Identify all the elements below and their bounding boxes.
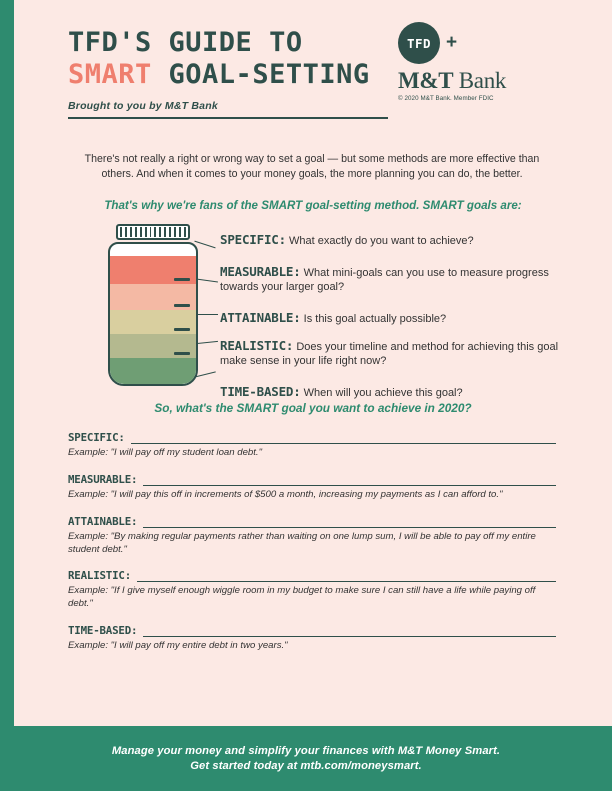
intro-paragraph: There's not really a right or wrong way to set a goal — but some methods are more effective than others. And when it comes to your money goals, the more planning you can do, the better. (84, 153, 540, 181)
brought-to-you-by: Brought to you by M&T Bank (68, 100, 218, 113)
header (14, 0, 612, 146)
jar-lid-ridges (120, 227, 186, 237)
smart-diagram-section (14, 222, 612, 397)
field-row-attainable (68, 515, 556, 528)
definition-text-attainable: Is this goal actually possible? (300, 312, 447, 325)
definition-term-specific: SPECIFIC: (220, 231, 286, 247)
mt-bank-logo (398, 68, 588, 94)
definition-text-realistic: Does your timeline and method for achieving this goal make sense in your life right now? (220, 340, 559, 368)
title-smart-word: SMART (68, 59, 152, 91)
footer-line-1: Manage your money and simplify your finances with M&T Money Smart. (111, 745, 501, 757)
definition-attainable (220, 310, 580, 326)
field-label-time-based: TIME-BASED: (68, 624, 138, 638)
mt-bank-word: Bank (453, 68, 507, 93)
definition-term-realistic: REALISTIC: (220, 337, 294, 353)
tfd-logo-icon: TFD (398, 22, 440, 64)
field-realistic (68, 569, 556, 611)
field-example-specific: Example: "I will pay off my student loan debt." (68, 446, 262, 458)
page-title-line-1: TFD'S GUIDE TO (68, 27, 303, 58)
field-example-realistic: Example: "If I give myself enough wiggle room in my budget to make sure I can still have a life while paying off debt." (68, 585, 536, 610)
field-row-realistic (68, 569, 556, 582)
field-attainable (68, 515, 556, 557)
definition-term-time-based: TIME-BASED: (220, 383, 301, 399)
definition-term-measurable: MEASURABLE: (220, 263, 301, 279)
field-input-measurable[interactable] (143, 474, 556, 486)
field-specific (68, 431, 556, 460)
title-divider (68, 117, 388, 119)
page-content (14, 0, 612, 791)
definition-term-attainable: ATTAINABLE: (220, 309, 301, 325)
field-input-specific[interactable] (131, 432, 556, 444)
plus-icon: + (446, 31, 458, 53)
field-label-specific: SPECIFIC: (68, 430, 125, 444)
field-input-attainable[interactable] (143, 516, 556, 528)
page-title-line-2 (68, 60, 448, 90)
copyright-line: © 2020 M&T Bank. Member FDIC (398, 95, 494, 102)
field-label-attainable: ATTAINABLE: (68, 514, 138, 528)
definition-measurable (220, 264, 580, 295)
logo-row (398, 22, 588, 64)
field-label-realistic: REALISTIC: (68, 569, 132, 583)
definition-realistic (220, 338, 580, 369)
mt-bank-mark: M&T (398, 68, 454, 93)
field-row-time-based (68, 624, 556, 637)
left-accent-bar (0, 0, 14, 791)
footer-banner (0, 726, 612, 791)
title-block (68, 28, 448, 119)
field-measurable (68, 473, 556, 502)
footer-line-2[interactable]: Get started today at mtb.com/moneysmart. (190, 760, 422, 772)
definition-text-measurable: What mini-goals can you use to measure progress towards your larger goal? (220, 266, 549, 294)
definition-text-time-based: When will you achieve this goal? (300, 386, 463, 399)
why-line: That's why we're fans of the SMART goal-setting method. SMART goals are: (104, 198, 522, 212)
goal-prompt: So, what's the SMART goal you want to achieve in 2020? (154, 400, 472, 415)
jar-measure-ticks (108, 242, 198, 386)
field-label-measurable: MEASURABLE: (68, 472, 138, 486)
field-row-measurable (68, 473, 556, 486)
field-example-measurable: Example: "I will pay this off in increments of $500 a month, increasing my payments as I can afford to." (68, 488, 503, 500)
definition-time-based (220, 384, 580, 400)
definition-specific (220, 232, 580, 248)
definition-text-specific: What exactly do you want to achieve? (285, 234, 474, 247)
logo-lockup (398, 22, 588, 102)
field-example-time-based: Example: "I will pay off my entire debt in two years." (68, 640, 288, 652)
savings-jar-icon (100, 224, 210, 389)
field-input-realistic[interactable] (137, 570, 556, 582)
field-input-time-based[interactable] (143, 625, 556, 637)
goal-fields (68, 431, 556, 654)
field-example-attainable: Example: "By making regular payments rather than waiting on one lump sum, I will be able to pay off my entire student debt." (68, 530, 536, 555)
connector-line-attainable (196, 314, 218, 315)
title-rest: GOAL-SETTING (151, 59, 370, 91)
field-row-specific (68, 431, 556, 444)
field-time-based (68, 624, 556, 653)
